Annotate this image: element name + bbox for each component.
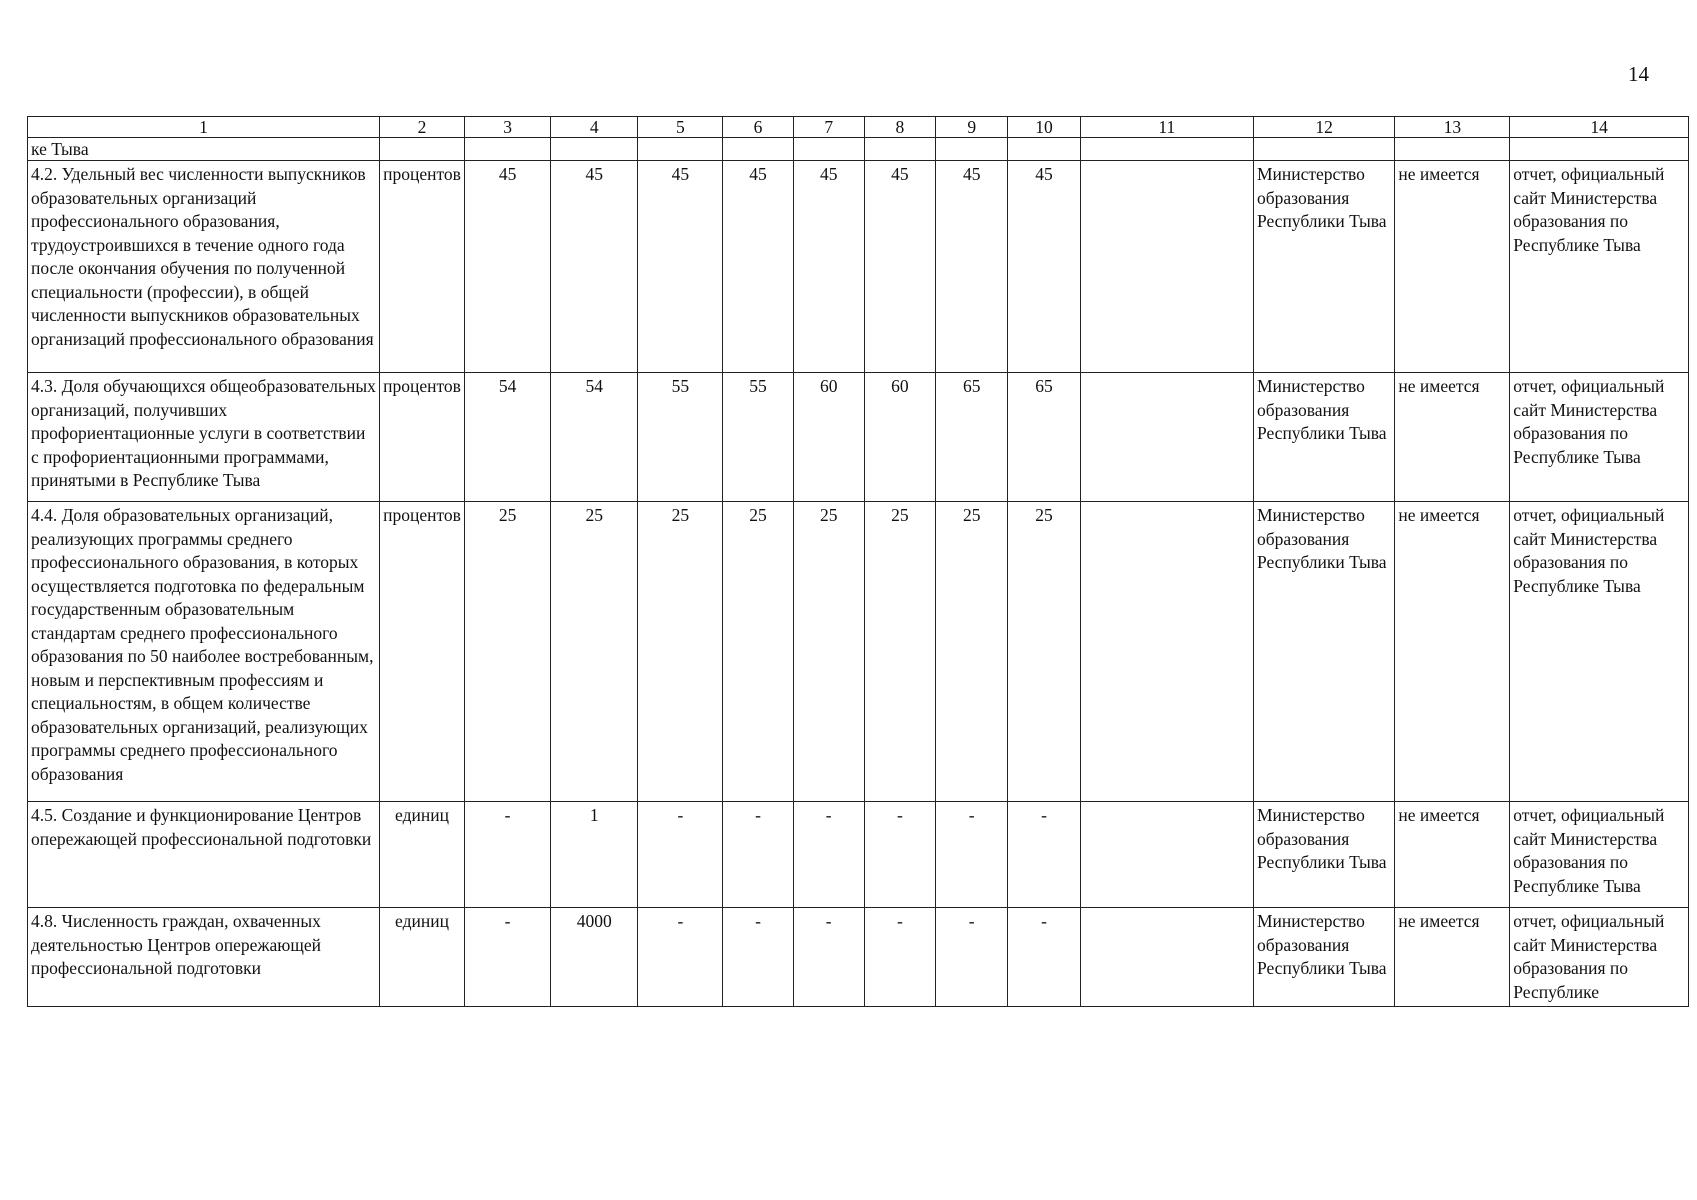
link-cell: не имеется (1395, 802, 1510, 908)
value-cell: 25 (551, 502, 638, 802)
executor-cell: Министерство образования Республики Тыва (1253, 502, 1394, 802)
value-cell: 60 (793, 373, 864, 502)
indicators-table (27, 116, 1689, 1007)
unit-cell: единиц (379, 908, 464, 1007)
indicator-name: 4.4. Доля образовательных организаций, реализующих программы среднего профессионального образования, в которых осуществляется подготовка по федеральным государственным образовательным стандартам среднего профессионального образования по 50 наиболее востребованным, новым и перспективным профессиям и специальностям, в общем количестве образовательных организаций, реализующих программы среднего профессионального образования (28, 502, 380, 802)
source-cell: отчет, официальный сайт Министерства образования по Республике Тыва (1510, 373, 1689, 502)
table-row (28, 161, 1689, 373)
column-header-5: 5 (638, 117, 723, 138)
value-cell: - (723, 802, 793, 908)
value-cell: 45 (465, 161, 551, 373)
column-header-10: 10 (1008, 117, 1080, 138)
value-cell: 55 (638, 373, 723, 502)
column-header-7: 7 (793, 117, 864, 138)
value-cell: - (1008, 908, 1080, 1007)
table-row (28, 373, 1689, 502)
value-cell: - (1008, 802, 1080, 908)
column-header-4: 4 (551, 117, 638, 138)
table-row (28, 802, 1689, 908)
value-cell: 25 (1008, 502, 1080, 802)
value-cell: 45 (793, 161, 864, 373)
value-cell: 54 (551, 373, 638, 502)
link-cell: не имеется (1395, 502, 1510, 802)
value-cell: 25 (723, 502, 793, 802)
column-header-2: 2 (379, 117, 464, 138)
source-cell: отчет, официальный сайт Министерства образования по Республике Тыва (1510, 502, 1689, 802)
column-header-6: 6 (723, 117, 793, 138)
executor-cell: Министерство образования Республики Тыва (1253, 908, 1394, 1007)
link-cell: не имеется (1395, 373, 1510, 502)
value-cell: 1 (551, 802, 638, 908)
column-11-cell (1080, 373, 1253, 502)
value-cell: 60 (864, 373, 935, 502)
continuation-text: ке Тыва (28, 138, 380, 161)
source-cell: отчет, официальный сайт Министерства образования по Республике Тыва (1510, 161, 1689, 373)
page-number: 14 (1628, 62, 1649, 86)
column-11-cell (1080, 502, 1253, 802)
value-cell: 25 (936, 502, 1008, 802)
value-cell: 65 (1008, 373, 1080, 502)
source-cell: отчет, официальный сайт Министерства образования по Республике (1510, 908, 1689, 1007)
value-cell: 25 (638, 502, 723, 802)
value-cell: 65 (936, 373, 1008, 502)
column-header-14: 14 (1510, 117, 1689, 138)
value-cell: - (936, 908, 1008, 1007)
table-row (28, 908, 1689, 1007)
executor-cell: Министерство образования Республики Тыва (1253, 161, 1394, 373)
column-11-cell (1080, 802, 1253, 908)
executor-cell: Министерство образования Республики Тыва (1253, 802, 1394, 908)
value-cell: - (723, 908, 793, 1007)
column-numbers-row (28, 117, 1689, 138)
column-11-cell (1080, 908, 1253, 1007)
column-header-9: 9 (936, 117, 1008, 138)
value-cell: 25 (465, 502, 551, 802)
value-cell: 25 (793, 502, 864, 802)
column-header-3: 3 (465, 117, 551, 138)
value-cell: - (864, 802, 935, 908)
value-cell: - (638, 908, 723, 1007)
column-header-12: 12 (1253, 117, 1394, 138)
unit-cell: процентов (379, 373, 464, 502)
value-cell: - (638, 802, 723, 908)
value-cell: 45 (864, 161, 935, 373)
executor-cell: Министерство образования Республики Тыва (1253, 373, 1394, 502)
link-cell: не имеется (1395, 908, 1510, 1007)
indicator-name: 4.2. Удельный вес численности выпускников образовательных организаций профессионального образования, трудоустроившихся в течение одного года после окончания обучения по полученной специальности (профессии), в общей численности выпускников образовательных организаций профессионального образования (28, 161, 380, 373)
value-cell: - (465, 802, 551, 908)
column-header-11: 11 (1080, 117, 1253, 138)
value-cell: - (864, 908, 935, 1007)
unit-cell: процентов (379, 502, 464, 802)
source-cell: отчет, официальный сайт Министерства образования по Республике Тыва (1510, 802, 1689, 908)
column-header-13: 13 (1395, 117, 1510, 138)
value-cell: - (793, 802, 864, 908)
value-cell: 54 (465, 373, 551, 502)
value-cell: 45 (936, 161, 1008, 373)
link-cell: не имеется (1395, 161, 1510, 373)
column-11-cell (1080, 161, 1253, 373)
indicator-name: 4.3. Доля обучающихся общеобразовательных организаций, получивших профориентационные услуги в соответствии с профориентационными программами, принятыми в Республике Тыва (28, 373, 380, 502)
value-cell: - (793, 908, 864, 1007)
indicator-name: 4.8. Численность граждан, охваченных деятельностью Центров опережающей профессиональной подготовки (28, 908, 380, 1007)
column-header-8: 8 (864, 117, 935, 138)
value-cell: - (465, 908, 551, 1007)
value-cell: 45 (1008, 161, 1080, 373)
unit-cell: процентов (379, 161, 464, 373)
value-cell: 4000 (551, 908, 638, 1007)
value-cell: 45 (723, 161, 793, 373)
value-cell: 45 (551, 161, 638, 373)
value-cell: 25 (864, 502, 935, 802)
indicator-name: 4.5. Создание и функционирование Центров опережающей профессиональной подготовки (28, 802, 380, 908)
column-header-1: 1 (28, 117, 380, 138)
value-cell: 45 (638, 161, 723, 373)
continuation-row (28, 138, 1689, 161)
value-cell: 55 (723, 373, 793, 502)
table-row (28, 502, 1689, 802)
value-cell: - (936, 802, 1008, 908)
unit-cell: единиц (379, 802, 464, 908)
